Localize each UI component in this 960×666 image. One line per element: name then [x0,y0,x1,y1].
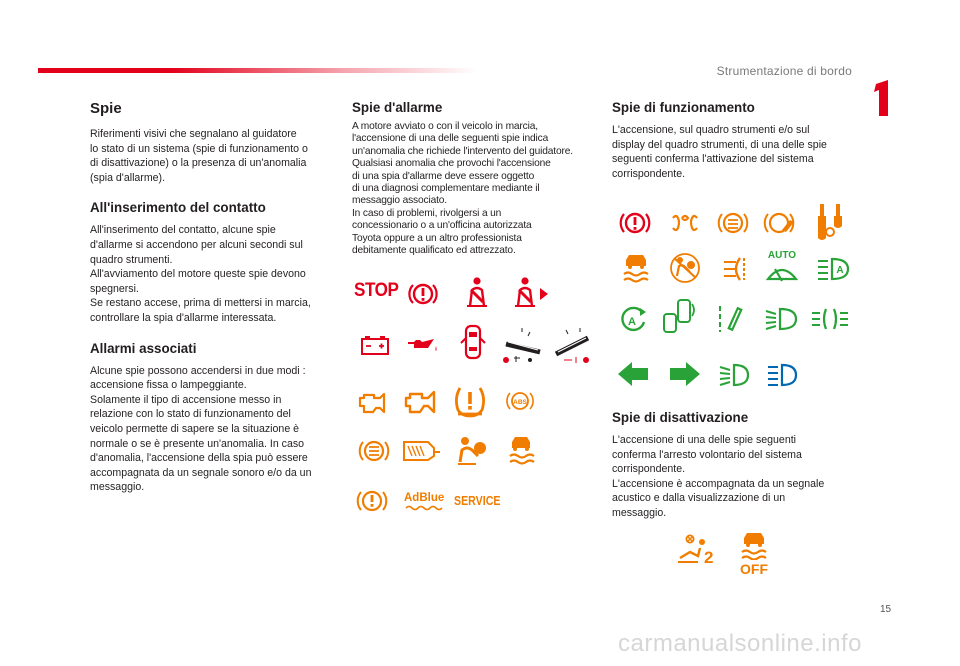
text-line: debitamente qualificato ed attrezzato. [352,245,516,257]
text-line: accompagnata da un segnale sonoro e/o da un [90,466,312,479]
warning-circle-red-icon [618,208,652,238]
stability-active-icon [620,252,652,286]
stop-icon: STOP [354,280,399,301]
text-line: veicolo permette di sapere se la situazione è [90,422,300,435]
airbag-off-number: 2 [704,548,714,567]
service-icon: SERVICE [454,494,501,508]
temperature-gauge-icon [550,326,592,366]
electric-parking-brake-icon [716,208,750,238]
low-beam-icon [764,306,798,332]
text-line: Solamente il tipo di accensione messo in [90,393,282,406]
allarme-heading: Spie d'allarme [352,100,443,115]
text-line: Alcune spie possono accendersi in due modi : [90,364,306,377]
off-label: OFF [740,561,768,577]
power-steering-gauge-icon [500,326,546,366]
text-line: d'allarme si accendono per alcuni secondi sul [90,238,303,251]
text-line: conferma l'arresto volontario del sistema [612,448,802,461]
header-accent-bar [38,68,478,73]
seatbelt-passenger-icon [510,276,554,310]
spie-heading: Spie [90,100,122,117]
driver-attention-icon [812,202,848,242]
adblue-wave-icon [404,505,444,511]
text-line: lo stato di un sistema (spie di funzionamento o [90,142,308,155]
seatbelt-icon [462,276,492,310]
text-line: (spia d'allarme). [90,171,166,184]
text-line: d'anomalia, l'accensione della spia può essere [90,452,308,465]
front-fog-light-icon [810,306,850,332]
airbag-icon [454,436,488,466]
column-spie-allarme [352,100,602,257]
text-line: In caso di problemi, rivolgersi a un [352,207,502,219]
text-line: Se restano accese, prima di mettersi in marcia, [90,297,311,310]
steering-warning-icon [356,486,388,516]
glow-plug-icon [670,212,700,234]
warning-circle-icon [408,280,438,308]
abs-icon [506,388,534,414]
text-line: un'anomalia che richiede l'intervento del guidatore. [352,145,573,157]
text-line: di una diagnosi complementare mediante il [352,183,540,195]
engine-icon [402,388,438,416]
text-line: L'accensione è accompagnata da un segnale [612,477,825,490]
adblue-label: AdBlue [404,492,445,504]
text-line: quadro strumenti. [90,253,173,266]
high-beam-icon [766,362,798,388]
allarmi-heading: Allarmi associati [90,340,197,356]
turn-left-icon [616,360,650,388]
text-line: messaggio. [90,481,145,494]
text-line: display del quadro strumenti, di una delle spie [612,138,827,151]
chapter-number [870,80,894,116]
funzionamento-paragraph [612,123,862,181]
diesel-filter-icon [400,438,442,464]
engine-check-icon [356,390,388,416]
column-spie-disattivazione [612,410,862,521]
turn-right-icon [668,360,702,388]
text-line: messaggio. [612,506,667,519]
abs-label: ABS [513,399,527,406]
lane-departure-icon [660,298,700,336]
column-spie-funzionamento [612,100,862,181]
text-line: l'accensione di una delle seguenti spie indica [352,133,549,145]
text-line: controllare la spia d'allarme interessata. [90,311,277,324]
text-line: di disattivazione) o la presenza di un'anomalia [90,157,307,170]
passenger-airbag-off-icon [668,252,702,284]
text-line: acustico e dalla visualizzazione di un [612,492,786,505]
text-line: relazione con lo stato di funzionamento del [90,408,291,421]
disattivazione-paragraph [612,433,862,521]
text-line: concessionario o a un'officina autorizzata [352,220,532,232]
text-line: All'avviamento del motore queste spie devono [90,268,306,281]
auto-stop-start-icon [618,306,648,334]
text-line: seguenti conferma l'attivazione del sistema [612,153,814,166]
tire-pressure-icon [452,384,488,418]
esp-off-indicator [736,530,772,577]
section-title: Strumentazione di bordo [716,64,852,78]
auto-headlamp-icon [816,256,850,282]
text-line: A motore avviato o con il veicolo in marcia, [352,121,538,132]
stability-off-icon [738,530,770,560]
watermark: carmanualsonline.info [618,630,862,657]
column-spie [90,100,340,495]
allarme-paragraph [352,121,602,257]
text-line: di una spia d'allarme deve essere oggetto [352,170,535,182]
battery-icon [360,334,390,356]
disattivazione-heading: Spie di disattivazione [612,410,749,425]
lane-keeping-icon [716,302,748,336]
rear-fog-light-icon [720,254,752,284]
allarmi-paragraph [90,364,340,495]
spie-paragraph [90,127,340,185]
stability-control-icon [506,434,536,466]
text-line: corrispondente. [612,167,686,180]
contatto-paragraph [90,223,340,325]
adblue-icon [404,492,444,511]
wiper-icon [765,261,799,285]
text-line: accensione fissa o lampeggiante. [90,379,247,392]
text-line: Toyota oppure a un altro professionista [352,232,522,244]
text-line: spegnersi. [90,282,139,295]
text-line: corrispondente. [612,463,686,476]
page-number: 15 [880,604,892,615]
brake-system-icon [358,436,390,466]
text-line: Riferimenti visivi che segnalano al guidatore [90,128,297,140]
brake-foot-icon [762,208,798,238]
text-line: normale o se è presente un'anomalia. In caso [90,437,305,450]
door-open-icon [458,324,488,360]
text-line: messaggio associato. [352,195,447,207]
text-line: L'accensione di una delle spie seguenti [612,434,797,446]
funzionamento-heading: Spie di funzionamento [612,100,755,115]
text-line: L'accensione, sul quadro strumenti e/o sul [612,124,810,136]
oil-pressure-icon [406,334,440,356]
svg-text:A: A [836,265,844,276]
low-beam-green-icon [718,362,750,388]
auto-label: AUTO [767,250,797,261]
auto-wiper-icon [762,250,802,290]
text-line: All'inserimento del contatto, alcune spie [90,224,276,237]
contatto-heading: All'inserimento del contatto [90,200,266,216]
svg-text:A: A [628,316,636,328]
text-line: Qualsiasi anomalia che provochi l'accensione [352,158,551,170]
